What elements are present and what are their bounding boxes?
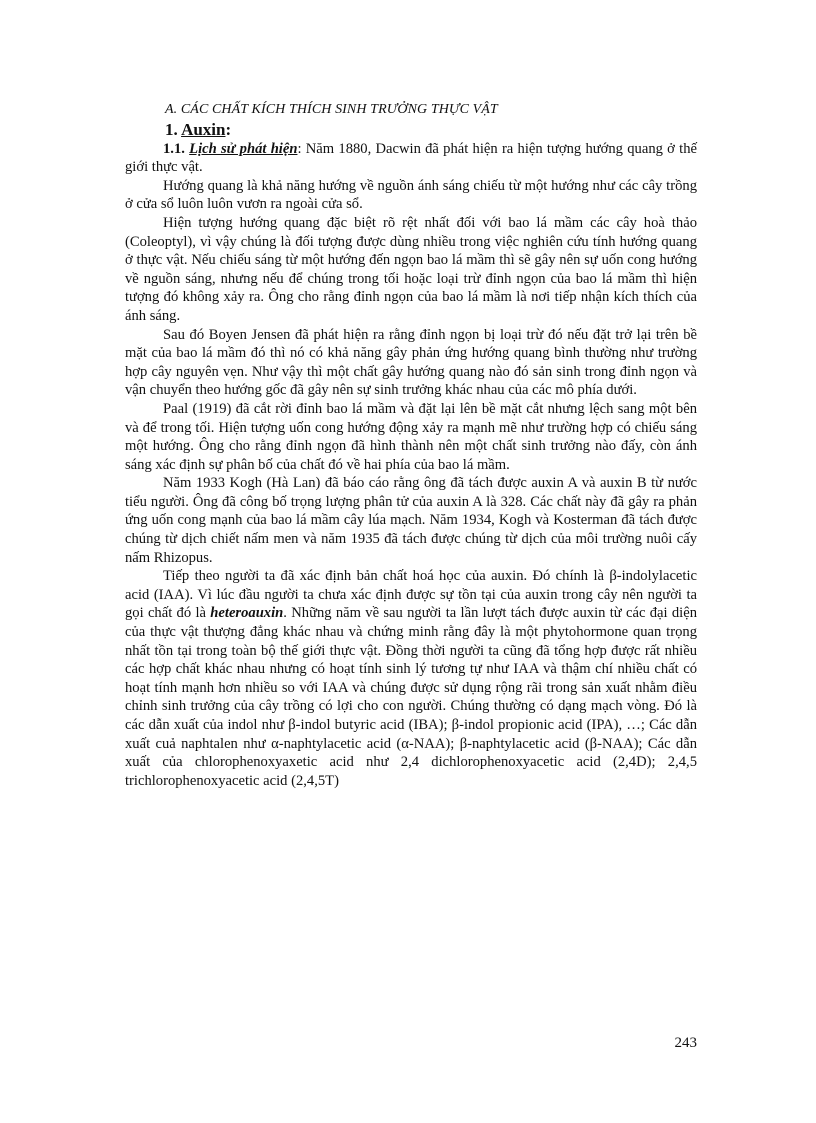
paragraph-kogh: Năm 1933 Kogh (Hà Lan) đã báo cáo rằng ông đã tách được auxin A và auxin B từ nước tiểu người. Ông đã công bố trọng lượng phân tử của auxin A là 328. Các chất này đã gây ra phản ứng uốn cong mạnh của bao lá mầm cây lúa mạch. Năm 1934, Kogh và Kosterman đã tách được chúng từ dịch chiết nấm men và năm 1935 đã tách được chúng từ dịch của môi trường nuôi cấy nấm Rhizopus. [125,475,697,566]
history-number: 1.1. [163,140,185,157]
subsection-title: Auxin [181,119,226,139]
paragraph-history [125,140,697,177]
subsection-colon: : [225,119,232,139]
subsection-number: 1. [165,119,178,139]
page-number: 243 [674,1035,697,1051]
iaa-text-start: Tiếp theo người ta đã xác định bản chất hoá học của auxin. Đó chính là β-indolylacetic acid (IAA). Vì lúc đầu người ta chưa xác định được sự tồn tại của auxin trong cây nên người ta gọi chất đó là [125,568,697,622]
paragraph-boyen-jensen: Sau đó Boyen Jensen đã phát hiện ra rằng đỉnh ngọn bị loại trừ đó nếu đặt trở lại trên bề mặt của bao lá mầm đó thì nó có khả năng gây phản ứng hướng quang bình thường như trường hợp cây nguyên vẹn. Như vậy thì một chất gây hướng quang nào đó sản sinh trong đỉnh ngọn và vận chuyển theo hướng gốc đã gây nên sự sinh trưởng khác nhau của các mô phía dưới. [125,326,697,399]
history-text: : Năm 1880, Dacwin đã phát hiện ra hiện tượng hướng quang ở thế giới thực vật. [125,140,697,176]
paragraph-iaa [125,567,697,790]
page-body [125,101,697,790]
section-heading: A. CÁC CHẤT KÍCH THÍCH SINH TRƯỞNG THỰC VẬT [165,102,498,117]
paragraph-phototropism-definition: Hướng quang là khả năng hướng về nguồn ánh sáng chiếu từ một hướng như các cây trồng ở cửa sổ luôn luôn vươn ra ngoài cửa sổ. [125,177,697,213]
paragraph-paal: Paal (1919) đã cắt rời đỉnh bao lá mầm và đặt lại lên bề mặt cắt nhưng lệch sang một bên và để trong tối. Hiện tượng uốn cong hướng động xảy ra mạnh mẽ như trường hợp có chiếu sáng một hướng. Ông cho rằng đỉnh ngọn đã hình thành nên một chất sinh trưởng nào đấy, còn ánh sáng xác định sự phân bố của chất đó về hai phía của bao lá mầm. [125,400,697,473]
paragraph-coleoptile: Hiện tượng hướng quang đặc biệt rõ rệt nhất đối với bao lá mầm các cây hoà thảo (Coleoptyl), vì vậy chúng là đối tượng được dùng nhiều trong việc nghiên cứu tính hướng quang ở thực vật. Nếu chiếu sáng từ một hướng đến ngọn bao lá mầm thì sẽ gây nên sự uốn cong hướng về nguồn sáng, nhưng nếu để chúng trong tối hoặc loại trừ đỉnh ngọn của bao lá mầm thì hiện tượng đó không xảy ra. Ông cho rằng đỉnh ngọn của bao lá mầm là nơi tiếp nhận kích thích của ánh sáng. [125,214,697,324]
heteroauxin-term: heteroauxin [210,605,284,622]
iaa-text-end: . Những năm về sau người ta lần lượt tách được auxin từ các đại diện của thực vật thượng đẳng khác nhau và chứng minh rằng đây là một phytohormone quan trọng nhất tồn tại trong toàn bộ thế giới thực vật. Đồng thời người ta cũng đã tổng hợp được rất nhiều các hợp chất khác nhau nhưng có hoạt tính sinh lý tương tự như IAA và thậm chí nhiều chất có hoạt tính mạnh hơn nhiều so với IAA và chúng được sử dụng rộng rãi trong sản xuất nhằm điều chỉnh sinh trưởng của cây trồng có lợi cho con người. Chúng thường có dạng mạch vòng. Đó là các dẫn xuất của indol như β-indol butyric acid (IBA); β-indol propionic acid (IPA), …; Các dẫn xuất cuả naphtalen như α-naphtylacetic acid (α-NAA); β-naphtylacetic acid (β-NAA); Các dẫn xuất của chlorophenoxyaxetic acid như 2,4 dichlorophenoxyacetic acid (2,4D); 2,4,5 trichlorophenoxyacetic acid (2,4,5T) [125,605,697,789]
history-title: Lịch sử phát hiện [189,140,298,157]
subsection-heading-auxin [165,120,697,140]
